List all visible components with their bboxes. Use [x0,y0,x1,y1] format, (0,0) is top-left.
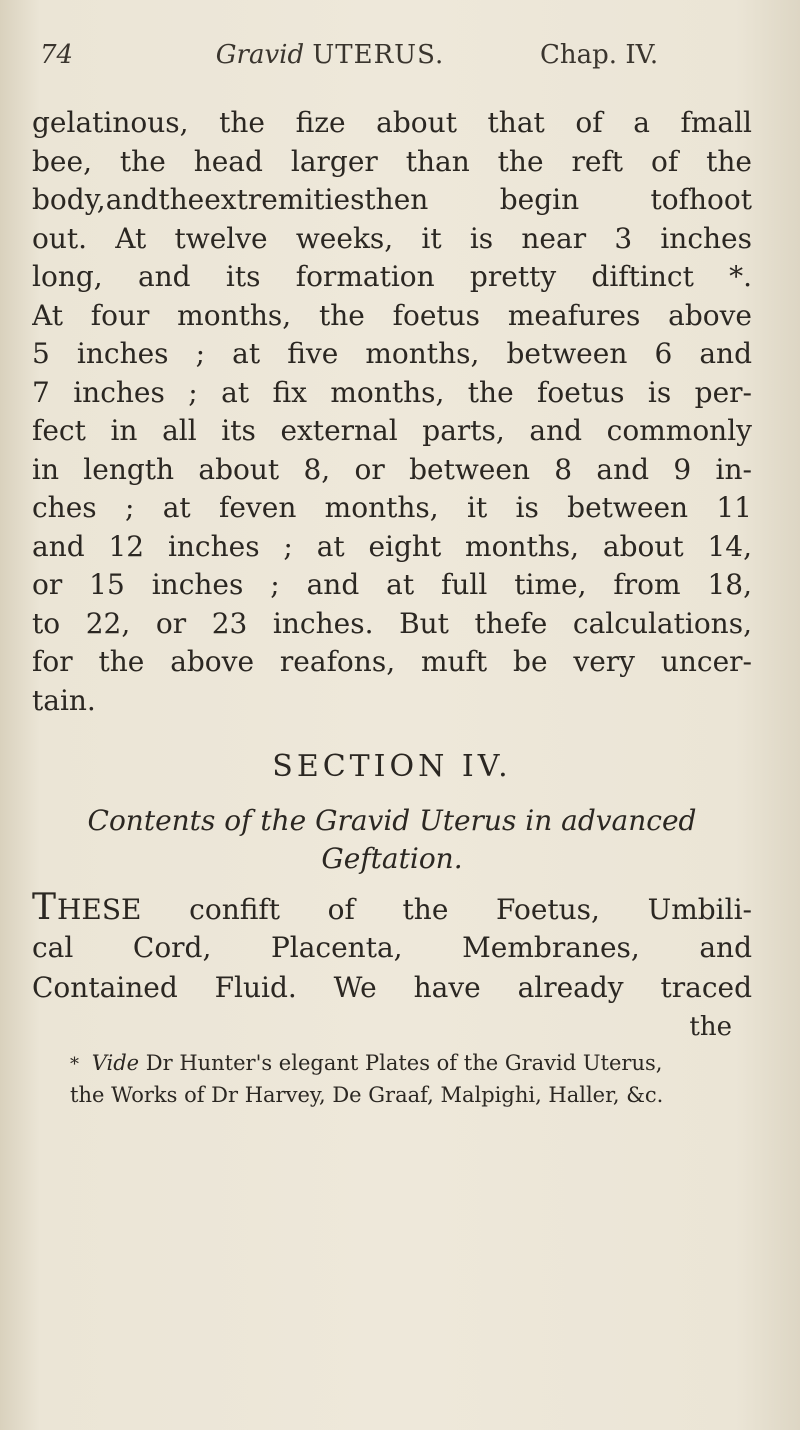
section-title: SECTION IV. [272,749,512,784]
running-head-caps: UTERUS. [312,40,445,70]
text-line: or 15 inches ; and at full time, from 18, [32,568,752,601]
text-line: ches ; at feven months, it is between 11 [32,491,752,524]
text-line: and 12 inches ; at eight months, about 14, [32,529,752,563]
text-line: At four months, the foetus meafures above [32,298,752,332]
text-line: bee, the head larger than the reft of the [32,144,752,178]
running-head [120,40,540,70]
paragraph-2 [32,888,752,1008]
text-line: Contained Fluid. We have already traced [32,971,752,1004]
text-line: long, and its formation pretty diftinct *. [32,260,752,293]
footnote-mark: * [70,1054,79,1075]
text-line: tain. [32,683,96,717]
paragraph-1 [32,104,752,720]
contents-line-2: Geftation. [321,842,463,875]
footnote [20,1048,760,1110]
catchword: the [689,1012,732,1042]
body-text [20,104,752,1044]
drop-cap: T [32,887,58,928]
running-head-italic: Gravid [215,40,305,70]
text-line: gelatinous, the fize about that of a fmall [32,106,752,139]
page-header [20,40,760,90]
text-line [32,888,752,928]
chapter-label: Chap. IV. [540,40,659,70]
contents-line-1: Contents of the Gravid Uterus in advanced [87,804,697,837]
text-line: to 22, or 23 inches. But thefe calculations, [32,606,752,640]
footnote-line-1 [70,1048,760,1080]
text-line: 5 inches ; at five months, between 6 and [32,337,752,370]
page-number: 74 [40,40,74,70]
text-line: for the above reafons, muft be very uncer- [32,645,752,678]
footnote-line-2: the Works of Dr Harvey, De Graaf, Malpighi, Haller, &c. [70,1083,664,1107]
text-line: in length about 8, or between 8 and 9 in- [32,452,752,486]
dropcap-line-text: HESE confift of the Foetus, Umbili- [57,893,752,926]
text-line: fect in all its external parts, and commonly [32,414,752,447]
text-line: 7 inches ; at fix months, the foetus is per- [32,375,752,409]
footnote-line-1-text: Dr Hunter's elegant Plates of the Gravid Uterus, [145,1051,663,1075]
text-line: out. At twelve weeks, it is near 3 inches [32,221,752,255]
text-line: cal Cord, Placenta, Membranes, and [32,931,752,964]
section-contents [32,802,752,878]
footnote-vide: Vide [91,1051,140,1075]
text-line: body,andtheextremitiesthen begin tofhoot [32,183,752,216]
